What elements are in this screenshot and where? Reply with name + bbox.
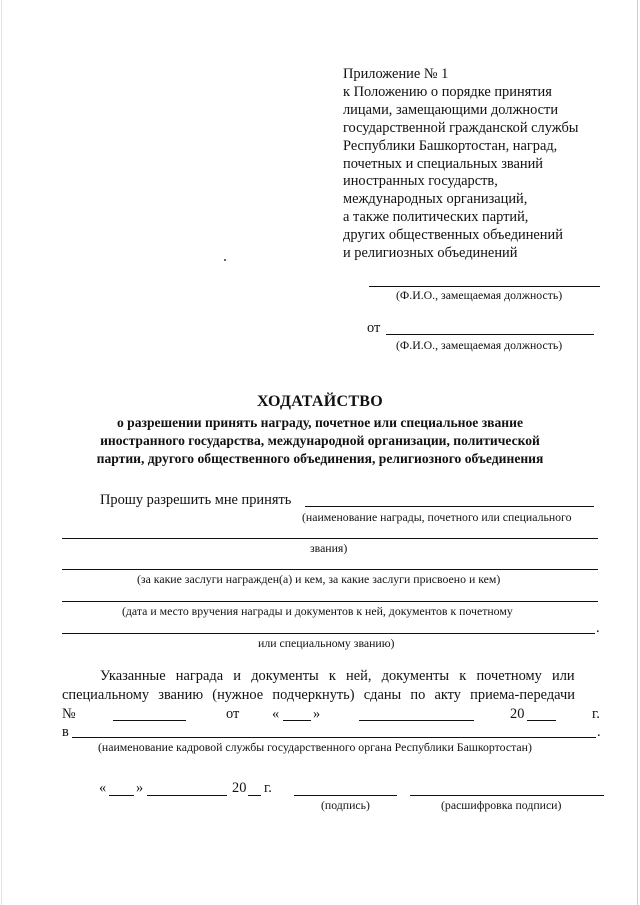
- addressee-from-caption: (Ф.И.О., замещаемая должность): [396, 338, 563, 352]
- handover-text-line-2: специальному званию (нужное подчеркнуть) сданы по акту приема-передачи: [62, 687, 575, 703]
- handover-text-line-1: Указанные награда и документы к ней, документы к почетному или: [100, 668, 575, 684]
- hr-service-field[interactable]: [72, 737, 596, 738]
- hr-service-label: в: [62, 724, 69, 740]
- sign-month-field[interactable]: [147, 795, 227, 796]
- addressee-to-field[interactable]: [369, 286, 600, 287]
- document-subtitle-line: иностранного государства, международной организации, политической: [100, 433, 540, 448]
- act-day-quote-open: «: [272, 706, 280, 722]
- appendix-line: а также политических партий,: [343, 209, 529, 226]
- signature-field[interactable]: [294, 795, 397, 796]
- signature-caption: (подпись): [321, 798, 370, 812]
- presentation-field-2[interactable]: [62, 633, 595, 634]
- document-subtitle-line: о разрешении принять награду, почетное или специальное звание: [116, 415, 524, 430]
- line-end-dot: .: [596, 620, 600, 636]
- sign-year-prefix: 20: [232, 780, 247, 796]
- scan-speck: [224, 259, 226, 261]
- award-name-field[interactable]: [305, 506, 594, 507]
- appendix-line: почетных и специальных званий: [343, 155, 543, 172]
- act-day-quote-close: »: [313, 706, 321, 722]
- appendix-line: и религиозных объединений: [343, 245, 518, 262]
- sign-year-suffix: г.: [264, 780, 272, 796]
- appendix-line: Приложение № 1: [343, 66, 449, 82]
- document-title: ХОДАТАЙСТВО: [256, 393, 384, 410]
- addressee-to-caption: (Ф.И.О., замещаемая должность): [396, 288, 563, 302]
- sign-day-quote-open: «: [99, 780, 107, 796]
- appendix-line: Республики Башкортостан, наград,: [343, 137, 558, 154]
- act-from-label: от: [226, 706, 240, 722]
- award-name-caption-2: звания): [310, 541, 348, 555]
- act-number-field[interactable]: [113, 720, 186, 721]
- appendix-line: к Положению о порядке принятия: [343, 83, 552, 100]
- hr-service-caption: (наименование кадровой службы государственного органа Республики Башкортостан): [98, 740, 532, 754]
- appendix-line: лицами, замещающими должности: [343, 101, 559, 118]
- appendix-line: международных организаций,: [343, 191, 528, 208]
- signature-decode-field[interactable]: [410, 795, 604, 796]
- addressee-from-label: от: [367, 320, 381, 336]
- presentation-field[interactable]: [62, 601, 598, 602]
- act-year-prefix: 20: [510, 706, 525, 722]
- sign-day-quote-close: »: [136, 780, 144, 796]
- act-day-field[interactable]: [283, 720, 311, 721]
- appendix-header: [343, 66, 623, 263]
- presentation-caption: (дата и место вручения награды и документов к ней, документов к почетному: [122, 604, 513, 618]
- document-subtitle-line: партии, другого общественного объединения, религиозного объединения: [96, 451, 544, 466]
- award-name-caption-1: (наименование награды, почетного или специального: [302, 510, 572, 524]
- presentation-caption-2: или специальному званию): [258, 636, 395, 650]
- sign-day-field[interactable]: [109, 795, 134, 796]
- addressee-from-field[interactable]: [386, 334, 594, 335]
- appendix-line: иностранных государств,: [343, 173, 498, 190]
- sign-year-field[interactable]: [248, 795, 261, 796]
- act-month-field[interactable]: [359, 720, 474, 721]
- appendix-line: государственной гражданской службы: [343, 119, 579, 136]
- merits-field[interactable]: [62, 569, 598, 570]
- appendix-line: других общественных объединений: [343, 227, 563, 244]
- merits-caption: (за какие заслуги награжден(а) и кем, за какие заслуги присвоено и кем): [137, 572, 501, 586]
- act-number-label: №: [62, 706, 76, 722]
- request-lead-text: Прошу разрешить мне принять: [100, 492, 292, 508]
- act-year-suffix: г.: [592, 706, 600, 722]
- award-name-field-2[interactable]: [62, 538, 598, 539]
- line-end-dot: .: [597, 724, 601, 740]
- act-year-field[interactable]: [527, 720, 556, 721]
- signature-decode-caption: (расшифровка подписи): [441, 798, 562, 812]
